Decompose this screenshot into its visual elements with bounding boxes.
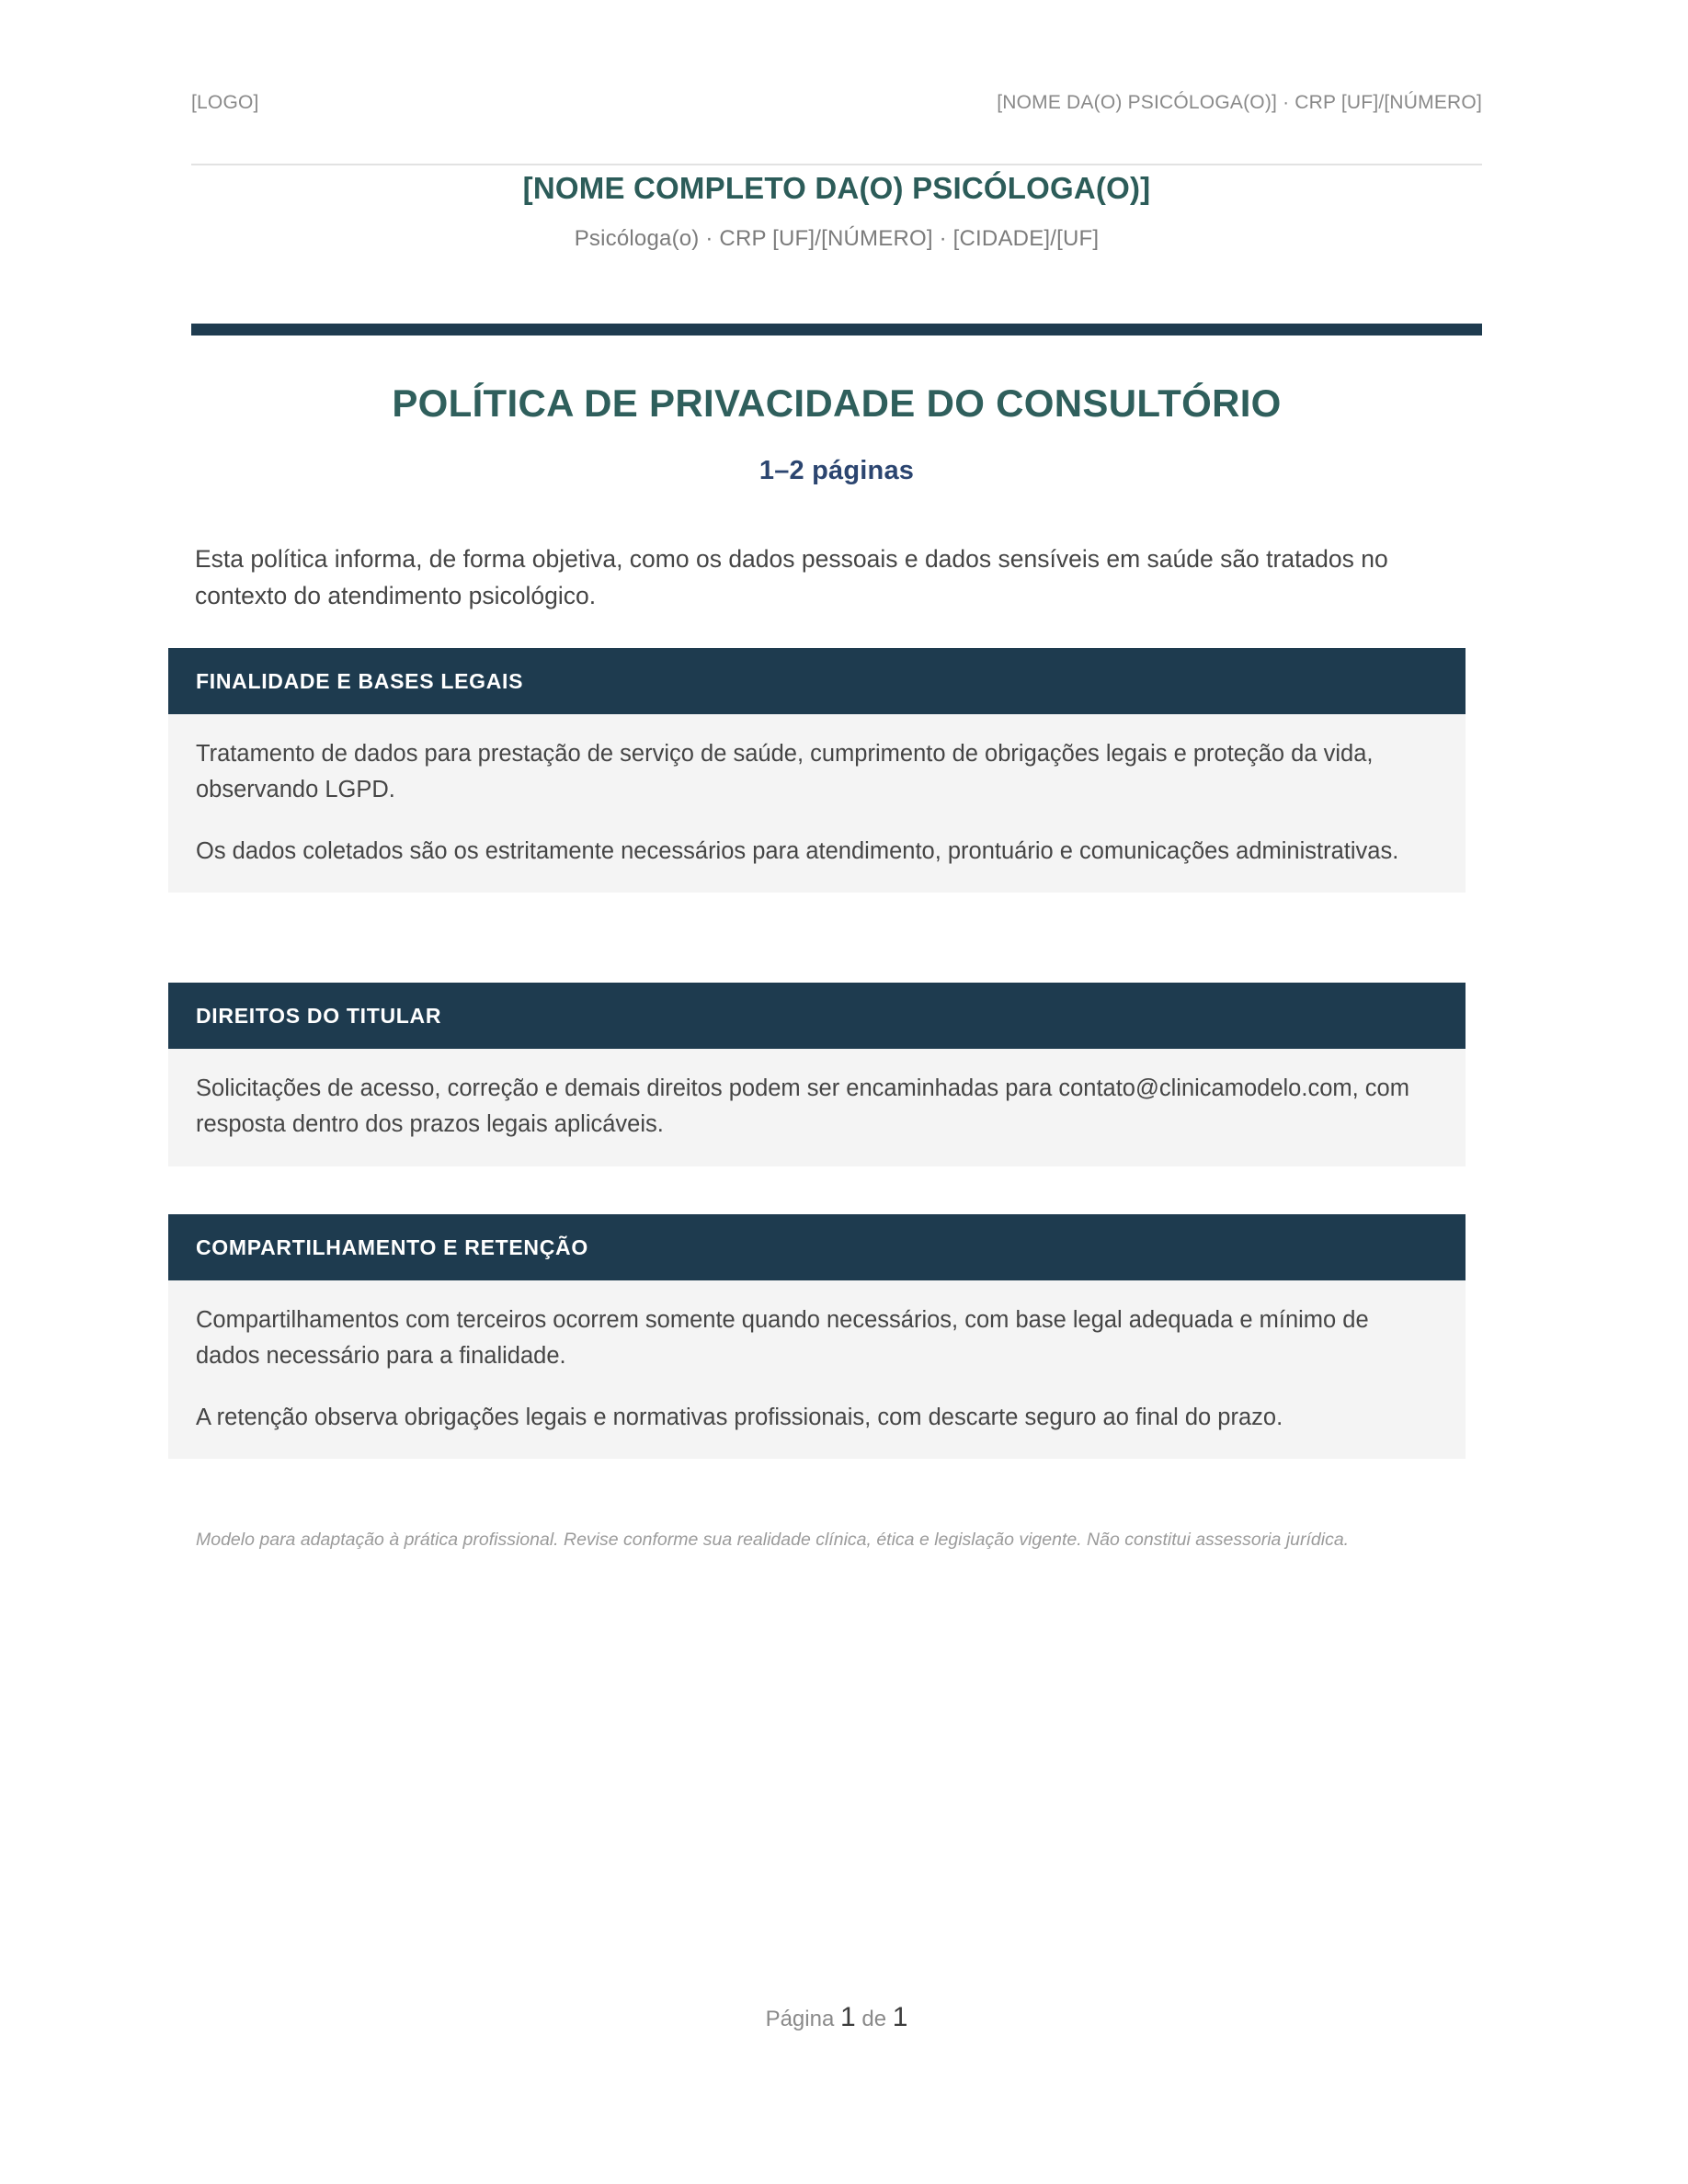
- section-paragraph: Compartilhamentos com terceiros ocorrem somente quando necessários, com base legal adequada e mínimo de dados necessário para a finalidade.: [196, 1307, 1369, 1369]
- page-footer: [191, 2002, 1482, 2033]
- accent-rule: [191, 324, 1482, 336]
- page-subtitle: 1–2 páginas: [758, 456, 915, 485]
- section-heading: DIREITOS DO TITULAR: [168, 983, 1466, 1049]
- footer-label-prefix: Página: [765, 2007, 835, 2031]
- section-heading: COMPARTILHAMENTO E RETENÇÃO: [168, 1214, 1466, 1280]
- header-logo-placeholder: [LOGO]: [191, 92, 259, 113]
- section-finalidade-e-bases-legais: [168, 648, 1466, 893]
- section-body: [168, 1049, 1466, 1166]
- section-paragraph: Solicitações de acesso, correção e demais direitos podem ser encaminhadas para contato@clinicamodelo.com, com resposta dentro dos prazos legais aplicáveis.: [196, 1075, 1409, 1137]
- intro-paragraph: Esta política informa, de forma objetiva, como os dados pessoais e dados sensíveis em saúde são tratados no contexto do atendimento psicológico.: [195, 545, 1388, 610]
- footer-current-page: 1: [839, 2002, 856, 2032]
- section-body: [168, 714, 1466, 893]
- footer-total-pages: 1: [892, 2002, 908, 2032]
- section-paragraph: Os dados coletados são os estritamente necessários para atendimento, prontuário e comunicações administrativas.: [196, 837, 1399, 864]
- page-title: POLÍTICA DE PRIVACIDADE DO CONSULTÓRIO: [392, 381, 1282, 425]
- running-header: [191, 92, 1482, 114]
- section-heading: FINALIDADE E BASES LEGAIS: [168, 648, 1466, 714]
- section-paragraph: A retenção observa obrigações legais e normativas profissionais, com descarte seguro ao final do prazo.: [196, 1404, 1283, 1430]
- section-direitos-do-titular: [168, 983, 1466, 1166]
- owner-credentials: Psicóloga(o) · CRP [UF]/[NÚMERO] · [CIDADE]/[UF]: [574, 226, 1100, 251]
- footer-label-middle: de: [861, 2007, 887, 2031]
- disclaimer-note: Modelo para adaptação à prática profissional. Revise conforme sua realidade clínica, ética e legislação vigente. Não constitui assessoria jurídica.: [196, 1530, 1350, 1550]
- section-paragraph: Tratamento de dados para prestação de serviço de saúde, cumprimento de obrigações legais e proteção da vida, observando LGPD.: [196, 741, 1374, 802]
- header-divider-rule: [191, 164, 1482, 165]
- header-professional-info: [NOME DA(O) PSICÓLOGA(O)] · CRP [UF]/[NÚMERO]: [997, 92, 1482, 113]
- section-compartilhamento-e-retencao: [168, 1214, 1466, 1459]
- section-body: [168, 1280, 1466, 1459]
- owner-name: [NOME COMPLETO DA(O) PSICÓLOGA(O)]: [522, 171, 1151, 205]
